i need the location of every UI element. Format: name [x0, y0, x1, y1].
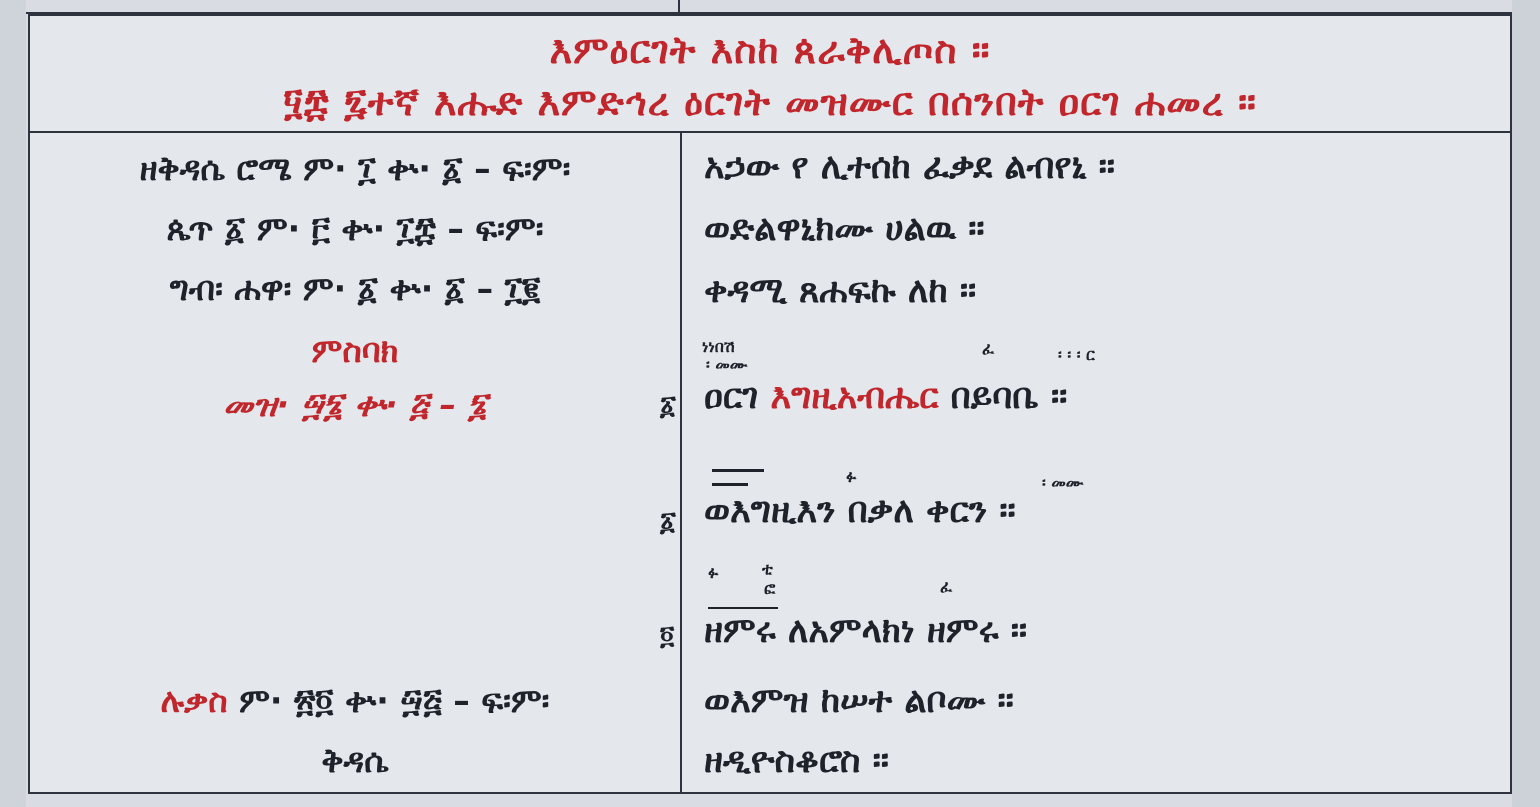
chant-notation: ፡ ፡ ፡ ር — [1058, 345, 1095, 364]
hymn-number-3: ፬ — [660, 621, 675, 651]
hymn-number-1: ፩ — [660, 391, 677, 421]
hymn-line-4-start: ዐርገ — [704, 377, 759, 417]
chant-notation: ቲ — [762, 559, 773, 578]
hymn-line-5: ወእግዚእን በቃለ ቀርን ። — [704, 491, 1016, 531]
chant-notation: ፉ — [708, 563, 719, 582]
mesbak-reference-text: መዝ· ፵፮ ቍ· ፭ – ፮ — [223, 385, 487, 424]
liturgy-table — [28, 14, 1512, 794]
hymn-line-3: ቀዳሚ ጸሐፍኩ ለከ ። — [704, 271, 977, 311]
hymn-line-4-god: እግዚአብሔር — [770, 377, 939, 417]
table-header — [30, 16, 1510, 133]
chant-notation: ነነበሽ — [702, 337, 735, 356]
chant-notation: ፈ — [982, 339, 995, 358]
hymn-line-4-end: በይባቤ ። — [950, 377, 1068, 417]
hymn-line-6: ዘምሩ ለአምላክነ ዘምሩ ። — [704, 611, 1028, 651]
header-subtitle: ፶፰ ፯ተኛ እሑድ እምድኅረ ዕርገት መዝሙር በሰንበት ዐርገ ሐመረ ። — [283, 80, 1257, 124]
reading-acts: ግብ፡ ሐዋ፡ ም· ፩ ቍ· ፩ – ፲፪ — [169, 269, 541, 308]
mesbak-title: ምስባክ — [311, 331, 399, 370]
hymn-line-4 — [704, 377, 1067, 417]
hymn-line-1: አኃው የ ሊተሰከ ፈቃደ ልብየኒ ። — [704, 147, 1115, 187]
hymn-number-2: ፩ — [660, 507, 677, 537]
hymn-column — [682, 133, 1510, 794]
page-margin-right — [1512, 0, 1540, 807]
hymn-line-8: ዘዲዮስቆሮስ ። — [704, 741, 889, 781]
readings-column — [30, 133, 680, 794]
chant-mark-line — [712, 483, 748, 486]
page-margin-left — [0, 0, 26, 807]
previous-table-divider — [678, 0, 680, 12]
gospel-reading — [30, 681, 680, 721]
reading-peter: ጴጥ ፩ ም· ፫ ቍ· ፲፰ – ፍ፡ም፡ — [166, 209, 544, 248]
anaphora-label: ቅዳሴ — [321, 741, 389, 780]
chant-mark-line — [708, 607, 778, 609]
chant-notation: ፈ — [940, 577, 953, 596]
previous-table-edge — [26, 0, 1512, 14]
gospel-reference: ም· ፳፬ ቍ· ፵፭ – ፍ፡ም፡ — [239, 681, 550, 720]
gospel-book: ሉቃስ — [160, 681, 228, 720]
hymn-line-7: ወእምዝ ከሠተ ልቦሙ ። — [704, 681, 1014, 721]
chant-notation: ፎ — [764, 579, 776, 598]
chant-mark-line — [712, 469, 764, 472]
chant-notation: ፉ — [846, 467, 857, 486]
header-title: እምዕርገት እስከ ጰራቅሊጦስ ። — [549, 28, 991, 72]
reading-romans: ዘቅዳሴ ሮሜ ም· ፲ ቍ· ፩ – ፍ፡ም፡ — [139, 149, 571, 188]
chant-notation: ፡ መሙ — [706, 355, 748, 374]
mesbak-reference — [30, 385, 680, 425]
hymn-line-2: ወድልዋኒክሙ ሀልዉ ። — [704, 209, 985, 249]
chant-notation: ፡ መሙ — [1042, 473, 1084, 492]
